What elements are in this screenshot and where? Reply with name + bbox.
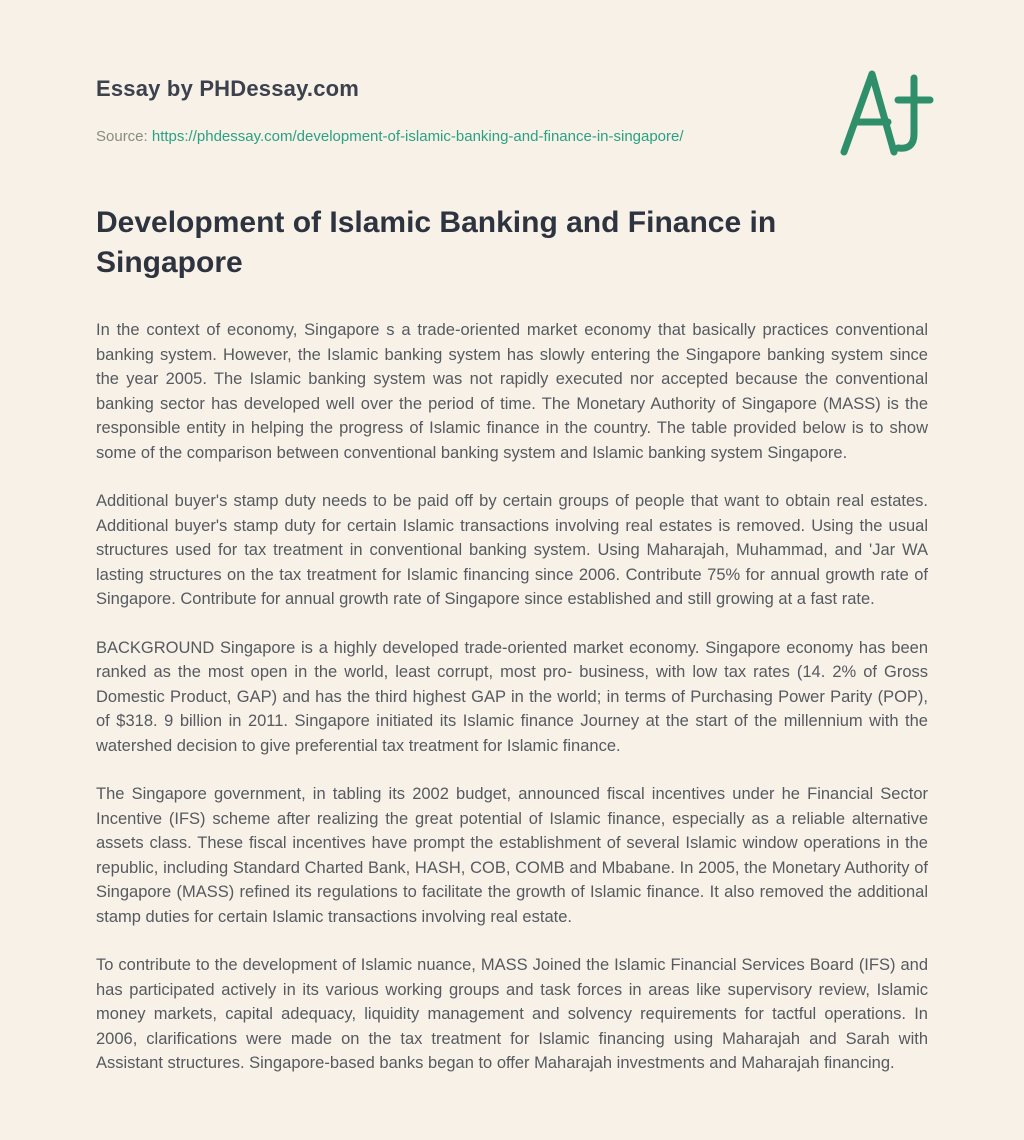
a-plus-logo-icon	[836, 64, 936, 160]
source-url-link[interactable]: https://phdessay.com/development-of-islamic-banking-and-finance-in-singapore/	[151, 128, 684, 145]
essay-paragraph-2: Additional buyer's stamp duty needs to be paid off by certain groups of people that want to obtain real estates. Additional buyer's stamp duty for certain Islamic transactions involving real estates is removed. Using the usual structures used for tax treatment in conventional banking system. Using Maharajah, Muhammad, and 'Jar WA lasting structures on the tax treatment for Islamic financing since 2006. Contribute 75% for annual growth rate of Singapore. Contribute for annual growth rate of Singapore since established and still growing at a fast rate.	[96, 492, 928, 609]
essay-title: Development of Islamic Banking and Finance in Singapore	[96, 206, 777, 279]
byline: Essay by PHDessay.com	[96, 76, 360, 101]
page-header	[96, 76, 928, 145]
essay-paragraph-1: In the context of economy, Singapore s a trade-oriented market economy that basically practices conventional banking system. However, the Islamic banking system has slowly entering the Singapore banking system since the year 2005. The Islamic banking system was not rapidly executed nor accepted because the conventional banking sector has developed well over the period of time. The Monetary Authority of Singapore (MASS) is the responsible entity in helping the progress of Islamic finance in the country. The table provided below is to show some of the comparison between conventional banking system and Islamic banking system Singapore.	[96, 321, 928, 462]
phdessay-logo[interactable]	[836, 64, 936, 160]
source-line	[96, 128, 928, 145]
essay-paragraph-5: To contribute to the development of Islamic nuance, MASS Joined the Islamic Financial Services Board (IFS) and has participated actively in its various working groups and task forces in areas like supervisory review, Islamic money markets, capital adequacy, liquidity management and solvency requirements for tactful operations. In 2006, clarifications were made on the tax treatment for Islamic financing using Maharajah and Sarah with Assistant structures. Singapore-based banks began to offer Maharajah investments and Maharajah financing.	[96, 956, 928, 1073]
essay-paragraph-4: The Singapore government, in tabling its 2002 budget, announced fiscal incentives under he Financial Sector Incentive (IFS) scheme after realizing the great potential of Islamic finance, especially as a reliable alternative assets class. These fiscal incentives have prompt the establishment of several Islamic window operations in the republic, including Standard Charted Bank, HASH, COB, COMB and Mbabane. In 2005, the Monetary Authority of Singapore (MASS) refined its regulations to facilitate the growth of Islamic finance. It also removed the additional stamp duties for certain Islamic transactions involving real estate.	[96, 785, 928, 926]
essay-body	[96, 318, 928, 1076]
essay-paragraph-3: BACKGROUND Singapore is a highly developed trade-oriented market economy. Singapore economy has been ranked as the most open in the world, least corrupt, most pro- business, with low tax rates (14. 2% of Gross Domestic Product, GAP) and has the third highest GAP in the world; in terms of Purchasing Power Parity (POP), of $318. 9 billion in 2011. Singapore initiated its Islamic finance Journey at the start of the millennium with the watershed decision to give preferential tax treatment for Islamic finance.	[96, 638, 928, 755]
source-label: Source:	[96, 128, 148, 145]
